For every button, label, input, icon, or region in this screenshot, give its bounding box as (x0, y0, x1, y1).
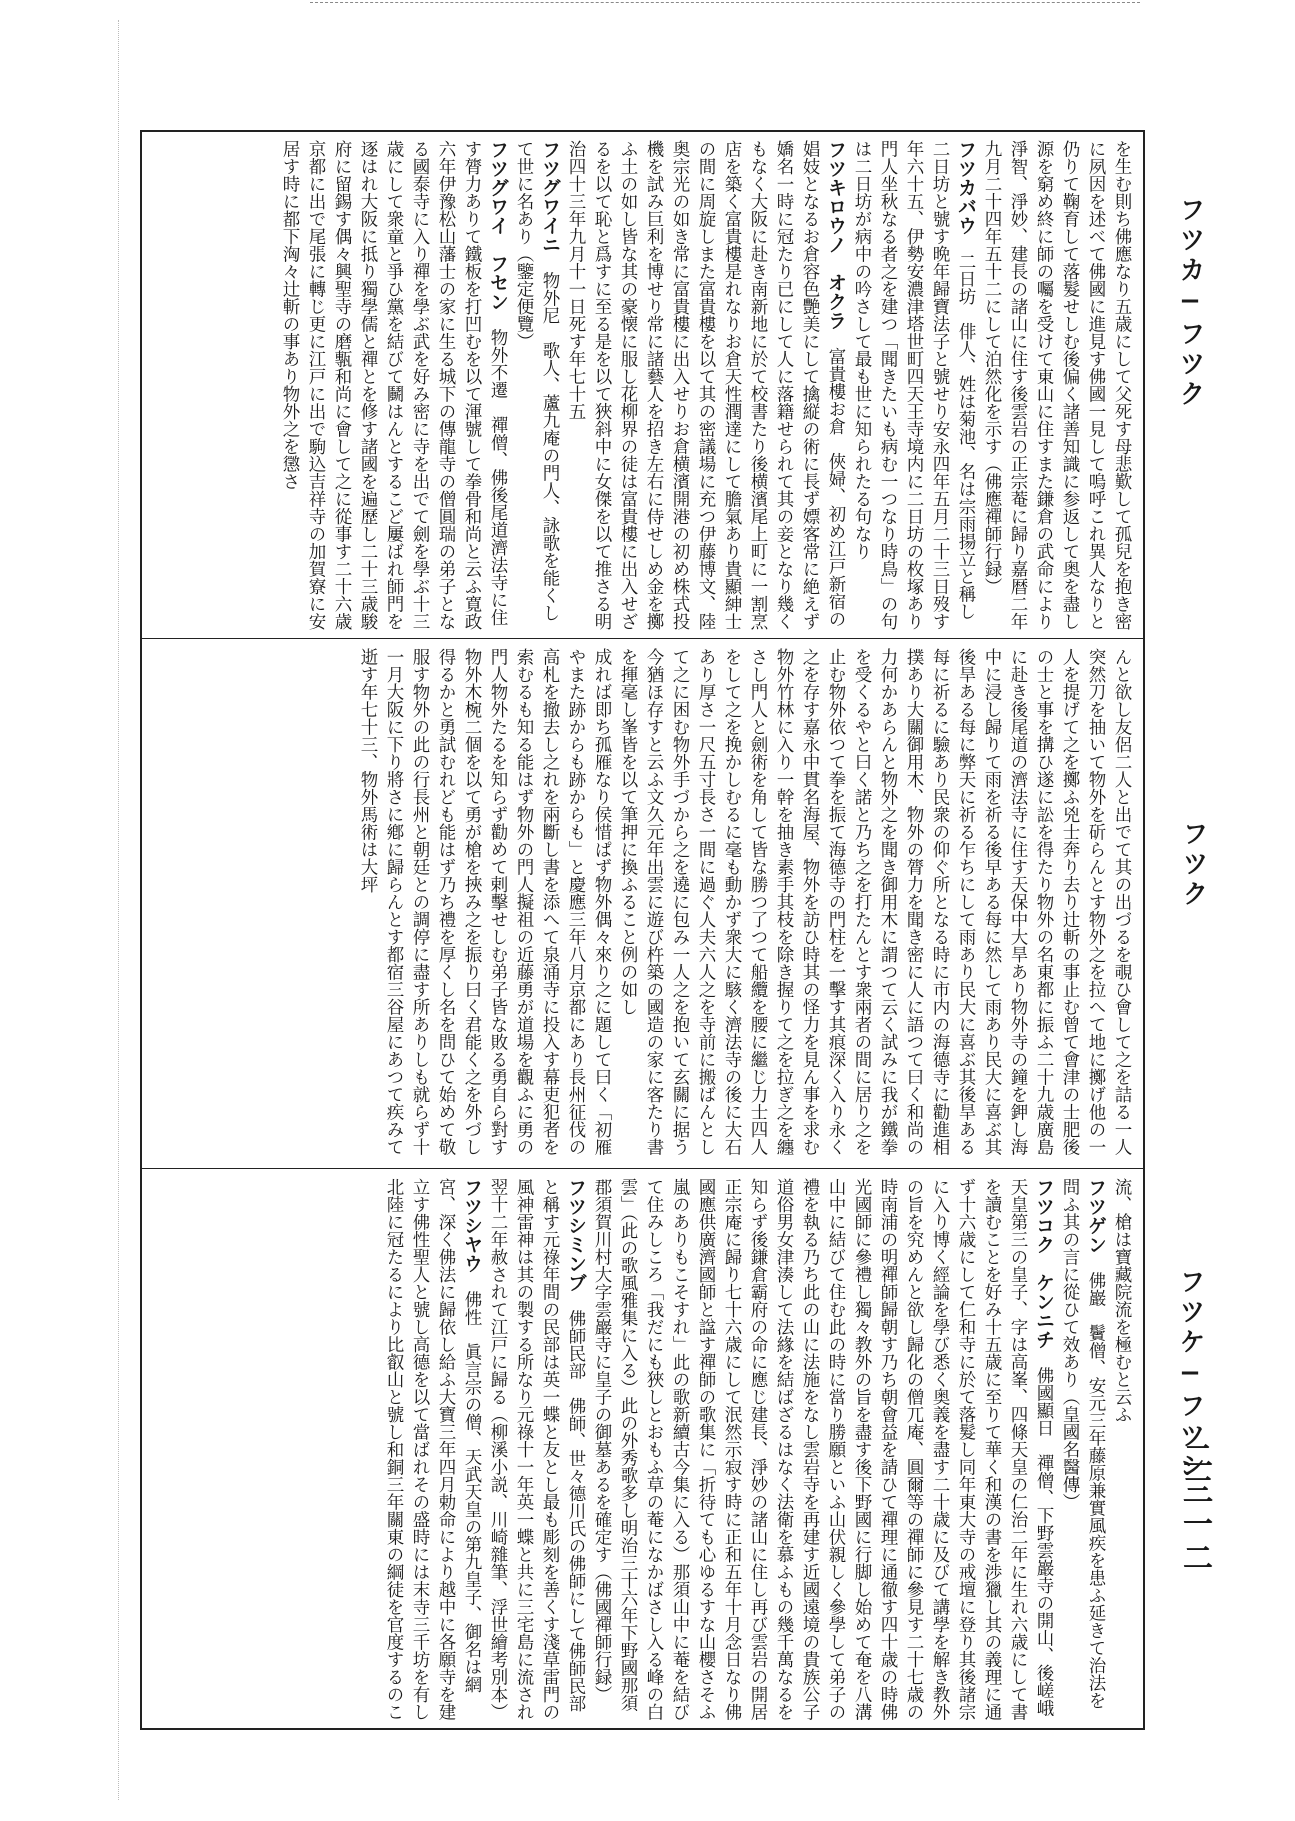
dictionary-entry (979, 140, 1135, 630)
entry-text: 佛國顯日 禪僧、下野雲巖寺の開山、後嵯峨天皇第三の皇子、字は高峯、四條天皇の仁治二年に生れ六歳にして書を讀むことを好み十五歳に至りて華く和漢の書を渉獵し其の義理に通ず十六歳にして仁和寺に於て落髮し同年東大寺の戒壇に登り其後諸宗に入り博く經論を學び悉く奥義を盡す二十歳に及びて講學を解き教外の旨を究めんと欲し歸化の僧兀庵、圓爾等の禪師に參見す二十七歳の時南浦の明禪師歸朝す乃ち朝會益を請ひて禪理に通徹す四十歳の時佛光國師に參禮し獨々教外の旨を盡す後下野國に行脚し始めて奄を八溝山中に結びて住む此の時に當り勝願といふ山伏親しく參學して弟子の禮を執る乃ち此の山に法施をなし雲岩寺を再建す近國遠境の貴族公子道俗男女津湊して法緣を結ばざるはなく法衛を慕ふもの幾千萬なるを知らず後鎌倉霸府の命に應じ建長、淨妙の諸山に住し再び雲岩の開居正宗庵に歸り七十六歳にして泯然示寂す時に正和五年十月念日なり佛國應供廣濟國師と諡す禪師の歌集に「折待ても心ゆるすな山櫻さそふ嵐のありもこそすれ」此の歌新續古今集に入る）那須山中に菴を結びて住みしころ「我だにも狹しとおもふ草の菴になかばさし入る峰の白雲」（此の歌風雅集に入る）此の外秀歌多し明治三十六年下野國那須郡須賀川村大字雲巖寺に皇子の御墓あるを確定す（佛國禪師行録） (592, 1178, 1054, 1721)
text-section-bottom (150, 1178, 1135, 1722)
top-edge-line (310, 2, 1140, 3)
entry-headword: フツシミンブ (565, 1178, 587, 1292)
dictionary-entry (277, 140, 511, 630)
dictionary-entry (381, 1178, 485, 1722)
entry-text: を生む則ち佛應なり五歳にして父死す母悲歎して孤兒を抱き密に夙因を述べて佛國に進見す佛國一見して嗚呼これ異人なりと仍りて鞠育して落髮せしむ後偏く諸善知識に参返して奥を盡し源を窮め終に師の囑を受けて東山に住すまた鎌倉の武命により淨智、淨妙、建長の諸山に住す後雲岩の正宗菴に歸り嘉暦二年九月二十四年五十二にして泊然化を示す（佛應禪師行録） (982, 140, 1132, 630)
dictionary-entry (485, 1178, 589, 1722)
section-divider-1 (140, 638, 1145, 639)
entry-text: 成れば即ち孤雁なり侯惜ぱず物外偶々來り之に題して曰く「初雁やまた跡からも跡からも」と慶應三年八月京都にあり長州征伐の高札を撤去し之れを兩斷し書を添へて泉涌寺に投入す幕吏犯者を索むるも知る能はず物外の門人擬祖の近藤勇が道場を觀ふに勇の門人物外たるを知らず勸めて剌擊せしむ弟子皆な敗る勇自ら對す物外木椀二個を以て勇が槍を挾み之を振り曰く君能く之を外づし得るかと勇試むれども能はず乃ち禮を厚くし名を問ひて始めて敬服す物外の此の行長州と朝廷との調停に盡す所ありしも就らず十一月大阪に下り將さに鄕に歸らんとす都宿三谷屋にあつて疾みて逝す年七十三、物外馬術は大坪 (358, 648, 612, 1156)
text-section-middle (150, 648, 1135, 1160)
dictionary-entry (849, 140, 979, 630)
running-head-middle: フツク (1178, 820, 1208, 910)
entry-headword: フツカバウ (955, 140, 977, 235)
entry-headword: フツシヤウ (461, 1178, 483, 1273)
entry-text: んと欲し友侶二人と出でて其の出づるを覗ひ會して之を詰る一人突然刀を抽いて物外を斫らんとす物外之を拉へて地に擲げ他の一人を提げて之を擲ふ兇士奔り去り辻斬の事止む曾て會津の士肥後の士と事を搆ひ遂に訟を得たり物外の名東都に振ふ二十九歳廣島に赴き後尾道の濟法寺に住す天保中大旱あり物外寺の鐘を鉀し海中に浸し歸りて雨を祈る後早ある每に然して雨あり民大に喜ぶ其後旱ある每に弊天に祈る乍ちにして雨あり民大に喜ぶ其後旱ある每に祈るに驗あり民衆の仰ぐ所となる時に市内の海德寺に勸進相撲あり大關御用木、物外の膂力を聞き密に人に語つて曰く和尚の力何かあらんと物外之を聞き御用木に謂つて云く試みに我が鐵拳を受くるやと曰く諾と乃ち之を打たんとす衆兩者の間に居り之を止む物外依つて拳を振て海德寺の門柱を一擊す其痕深く入り永く之を存す嘉永中貫名海屋、物外を訪ひ時其の怪力を見ん事を求む物外竹林に入り一幹を抽き素手其枝を除き握りて之を拉ぎ之を纏さし門人と劍術を角して皆な勝つ了つて船纜を腰に繼じ力士四人をして之を挽かしむるに毫も動かず衆大に駭く濟法寺の後に大石あり厚さ一尺五寸長さ一間に過ぐ人夫六人之を寺前に搬ばんとして之に困む物外手づから之を遶に包み一人之を抱いて玄關に据う今猶ほ存すと云ふ文久元年出雲に遊び杵築の國造の家に客たり書を揮毫し峯皆を以て筆押に換ふること例の如し (618, 648, 1132, 1156)
entry-text: 佛巖 鬢僧、安元三年藤原兼實風疾を患ふ延きて治法を問ふ其の言に從ひて效あり（皇國名醫傳） (1060, 1178, 1106, 1709)
entry-text: 二日坊 俳人、姓は菊池、名は宗雨揚立と稱し二日坊と號す晩年歸寶法子と號せり安永四年五月二十三日歿す年六十五、伊勢安濃津塔世町四天王寺境内に二日坊の枚塚あり門人坐秋なる者之を建つ「聞きたいも病む一つなり時鳥」の句は二日坊が病中の吟さして最も世に知られたる句なり (852, 140, 976, 630)
running-head-top: フツカ−フツク (1175, 196, 1205, 410)
running-head-bottom: フツケ−フツシ (1175, 1268, 1205, 1482)
section-divider-2 (140, 1168, 1145, 1169)
dictionary-entry (615, 648, 1135, 1160)
entry-headword: フツコク ケンニチ (1033, 1178, 1055, 1349)
binding-margin (118, 20, 119, 1800)
dictionary-entry (563, 140, 849, 630)
dictionary-entry (355, 648, 615, 1160)
dictionary-entry (1109, 1178, 1135, 1722)
entry-text: 佛性 眞言宗の僧、天武天皇の第九皇子、御名は網宮、深く佛法に歸依し給ふ大寶三年四月勅命により越中に各願寺を建立す佛性聖人と號し高德を以て當ばれその盛時には末寺三千坊を有し北陸に冠たるにより比叡山と號し和銅三年關東の綱徒を官度するのこ (384, 1178, 482, 1721)
entry-text: 佛師民部 佛師、世々德川氏の佛師にして佛師民部と稱す元祿年間の民部は英一蝶と友とし最も彫刻を善くす淺草雷門の風神雷神は其の製する所なり元祿十一年英一蝶と共に三宅島に流され翌十二年赦されて江戸に歸る（柳溪小説、川崎雜筆、浮世繪考別本） (488, 1178, 586, 1721)
entry-text: 流、槍は寶藏院流を極むと云ふ (1112, 1178, 1132, 1423)
dictionary-entry (1057, 1178, 1109, 1722)
page-number: 二三一二 (1177, 1440, 1212, 1576)
entry-headword: フツグワイニ (539, 140, 561, 254)
entry-headword: フツグワイ フセン (487, 140, 509, 311)
entry-headword: フツキロウノ オクラ (825, 140, 847, 330)
dictionary-entry (511, 140, 563, 630)
entry-headword: フツゲン (1085, 1178, 1107, 1254)
entry-text: 富貴樓お倉 俠婦、初め江戸新宿の娼妓となるお倉容色艷美にして擒縦の術に長ず嫖客常に絶えず嬌名一時に冠たり已にして人に落籍せられて其の妾となり幾くもなく大阪に赴き南新地に於て校書たり後横濱尾上町に一割烹店を築く富貴樓是れなりお倉天性潤達にして膽氣あり貴顯紳士の間に周旋しまた富貴樓を以て其の密議場に充つ伊藤博文、陸奥宗光の如き常に富貴樓に出入せりお倉横濱開港の初め株式投機を試み巨利を博せり常に諸藝人を招き左右に侍せしめ金を擲ふ土の如し皆な其の豪懐に服し花柳界の徒は富貴樓に出入せざるを以て恥と爲すに至る是を以て狹斜中に女傑を以て推さる明治四十三年九月十一日死す年七十五 (566, 140, 846, 630)
dictionary-entry (589, 1178, 1057, 1722)
text-section-top (150, 140, 1135, 630)
entry-text: 物外尼 歌人、蘆九庵の門人、詠歌を能くして世に名あり（鑒定便覽） (514, 140, 560, 622)
entry-text: 物外不遷 禪僧、佛後尾道濟法寺に住す膂力ありて鐵板を打凹むを以て渾號して拳骨和尚と云ふ寛政六年伊豫松山藩士の家に生る城下の傳龍寺の僧圓瑞の弟子となる國泰寺に入り禪を學ぶ武を好み密に寺を出でて劍を學ぶ十三歳にして衆童と爭ひ黨を結びて鬭はんとするこど屢ばれ師門を逐はれ大阪に抵り獨學儒と禪とを修す諸國を遍歷し二十三歳駿府に留錫す偶々興聖寺の磨甎和尚に會して之に從事す二十六歳京都に出で尾張に轉じ更に江戸に出で駒込吉祥寺の加賀寮に安居す時に都下洶々辻斬の事あり物外之を懲さ (280, 140, 508, 630)
